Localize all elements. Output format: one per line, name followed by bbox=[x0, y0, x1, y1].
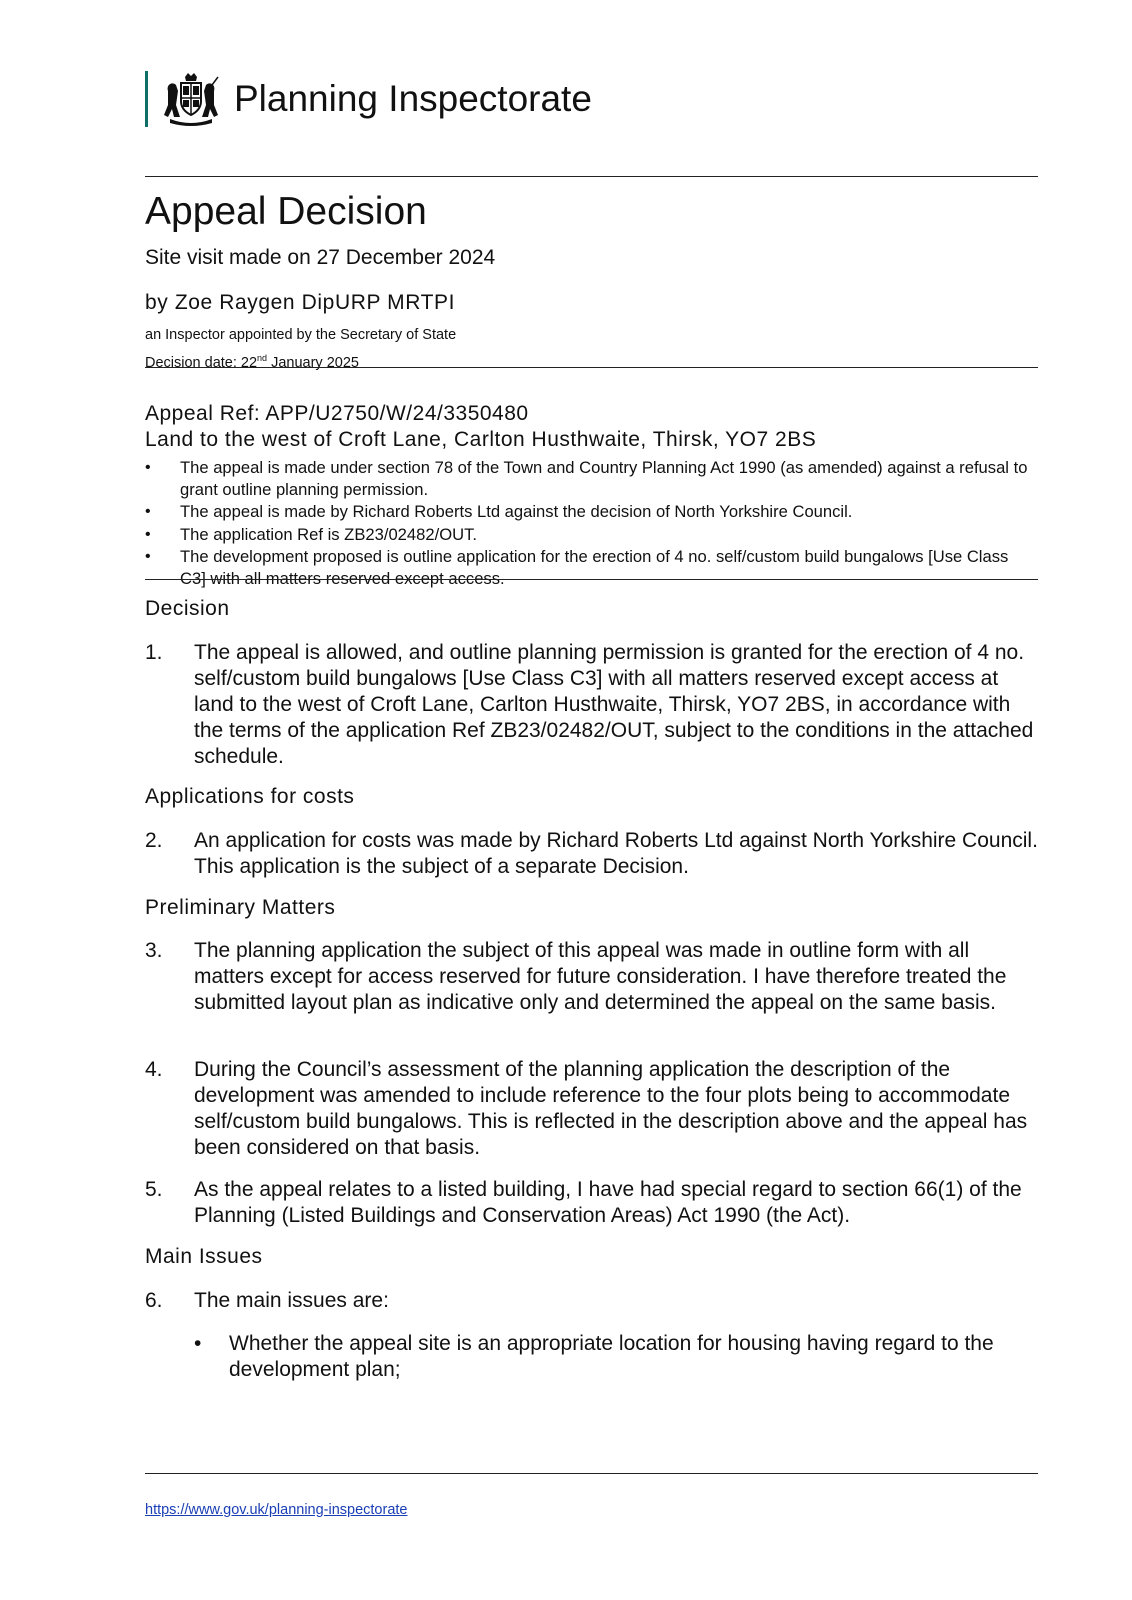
decision-date-month-year: January 2025 bbox=[267, 355, 359, 371]
paragraph-number: 3. bbox=[145, 939, 163, 962]
section-heading-preliminary: Preliminary Matters bbox=[145, 896, 336, 919]
appeal-reference: Appeal Ref: APP/U2750/W/24/3350480 bbox=[145, 402, 529, 425]
paragraph-text: As the appeal relates to a listed building, I have had special regard to section 66(1) of the Planning (Listed Buildings and Conservation Areas) Act 1990 (the Act). bbox=[194, 1178, 1022, 1227]
paragraph-1 bbox=[145, 640, 1040, 770]
appeal-site-address: Land to the west of Croft Lane, Carlton Husthwaite, Thirsk, YO7 2BS bbox=[145, 428, 817, 451]
inspector-name: by Zoe Raygen DipURP MRTPI bbox=[145, 291, 456, 314]
appointed-by: an Inspector appointed by the Secretary of State bbox=[145, 327, 457, 343]
planning-inspectorate-logo bbox=[145, 70, 592, 128]
paragraph-number: 4. bbox=[145, 1058, 163, 1081]
site-visit-date: Site visit made on 27 December 2024 bbox=[145, 246, 496, 269]
paragraph-text: During the Council’s assessment of the planning application the description of the development was amended to include reference to the four plots being to accommodate self/custom build bungalows. This is reflected in the description above and the appeal has been considered on that basis. bbox=[194, 1058, 1028, 1159]
organisation-name: Planning Inspectorate bbox=[234, 78, 592, 119]
footer-website-link[interactable]: https://www.gov.uk/planning-inspectorate bbox=[145, 1502, 408, 1518]
royal-coat-of-arms-icon bbox=[162, 71, 220, 127]
decision-date-day: Decision date: 22 bbox=[145, 355, 258, 371]
main-issue-text: Whether the appeal site is an appropriate location for housing having regard to the development plan; bbox=[229, 1332, 994, 1381]
section-heading-costs: Applications for costs bbox=[145, 785, 355, 808]
bullet-icon: • bbox=[194, 1332, 202, 1355]
paragraph-4 bbox=[145, 1057, 1040, 1161]
summary-divider bbox=[145, 579, 1038, 580]
decision-date-ordinal: nd bbox=[257, 353, 268, 364]
paragraph-text: The main issues are: bbox=[194, 1289, 389, 1312]
header-divider bbox=[145, 176, 1038, 177]
paragraph-2 bbox=[145, 828, 1040, 880]
logo-accent-bar bbox=[145, 71, 148, 127]
paragraph-text: The appeal is allowed, and outline planning permission is granted for the erection of 4 no. self/custom build bungalows [Use Class C3] with all matters reserved except access at land to the west of Croft Lane, Carlton Husthwaite, Thirsk, YO7 2BS, in accordance with the terms of the application Ref ZB23/02482/OUT, subject to the conditions in the attached schedule. bbox=[194, 641, 1034, 768]
section-heading-main-issues: Main Issues bbox=[145, 1245, 263, 1268]
paragraph-3 bbox=[145, 938, 1040, 1016]
decision-date bbox=[145, 355, 359, 371]
list-item: • The appeal is made by Richard Roberts Ltd against the decision of North Yorkshire Council. bbox=[145, 501, 1035, 523]
section-heading-decision: Decision bbox=[145, 597, 230, 620]
paragraph-5 bbox=[145, 1177, 1040, 1229]
paragraph-number: 6. bbox=[145, 1289, 163, 1312]
paragraph-text: An application for costs was made by Richard Roberts Ltd against North Yorkshire Council. This application is the subject of a separate Decision. bbox=[194, 829, 1038, 878]
paragraph-6 bbox=[145, 1288, 1040, 1314]
footer-divider bbox=[145, 1473, 1038, 1474]
paragraph-text: The planning application the subject of this appeal was made in outline form with all matters except for access reserved for future consideration. I have therefore treated the submitted layout plan as indicative only and determined the appeal on the same basis. bbox=[194, 939, 1007, 1014]
page-title: Appeal Decision bbox=[145, 190, 427, 233]
list-item: • The development proposed is outline application for the erection of 4 no. self/custom build bungalows [Use Class C3] with all matters reserved except access. bbox=[145, 546, 1035, 589]
paragraph-number: 5. bbox=[145, 1178, 163, 1201]
list-item: • The appeal is made under section 78 of the Town and Country Planning Act 1990 (as amended) against a refusal to grant outline planning permission. bbox=[145, 457, 1035, 500]
paragraph-number: 1. bbox=[145, 641, 163, 664]
decision-date-divider bbox=[145, 367, 1038, 368]
list-item: • The application Ref is ZB23/02482/OUT. bbox=[145, 524, 1035, 546]
paragraph-number: 2. bbox=[145, 829, 163, 852]
main-issue-item bbox=[194, 1331, 1040, 1383]
appeal-summary-list bbox=[145, 457, 1035, 590]
